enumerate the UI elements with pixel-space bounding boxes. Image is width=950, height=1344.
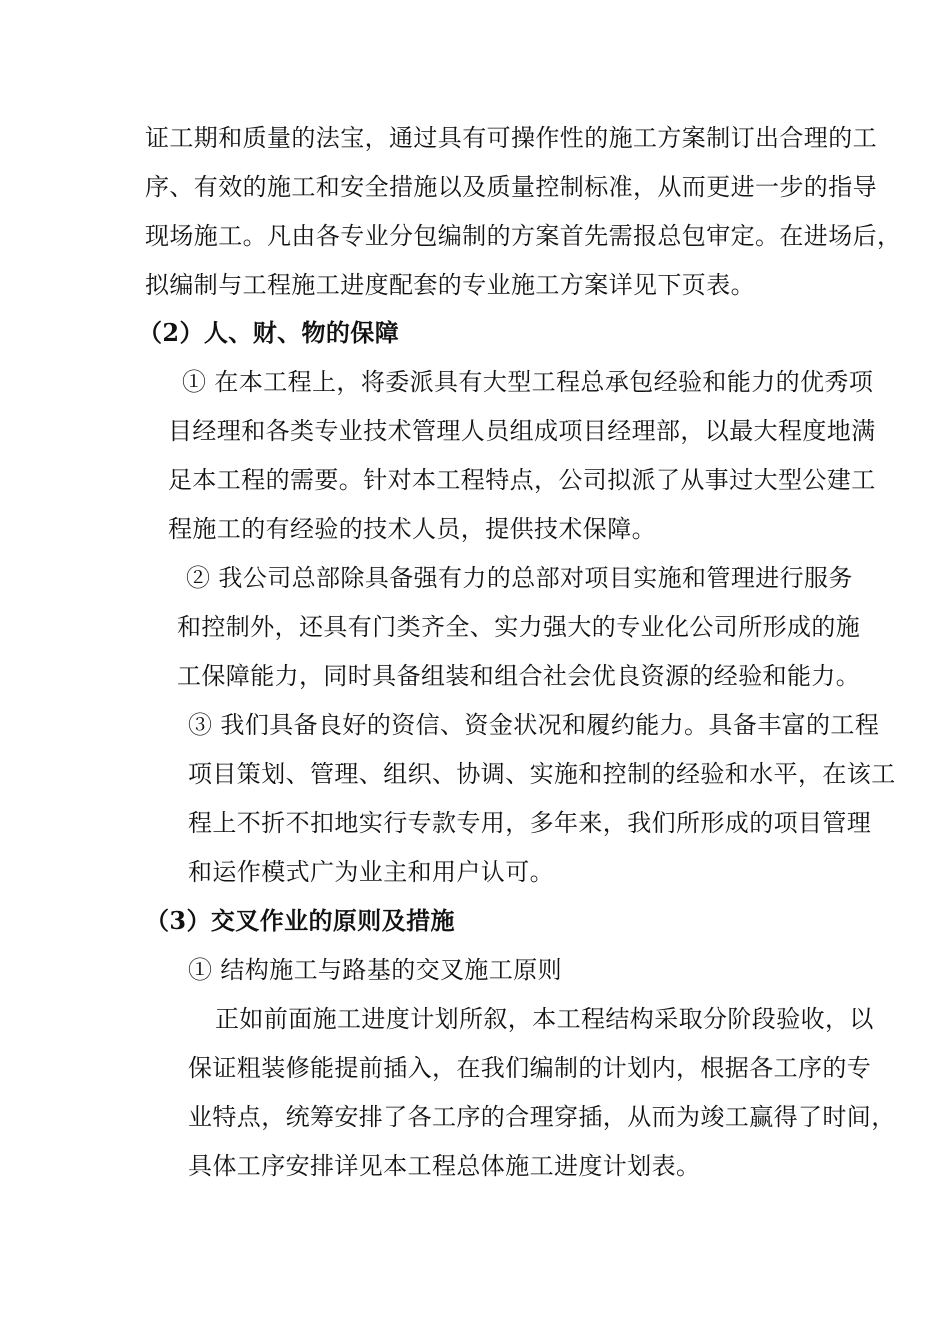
section-2-item-2-line-3: 工保障能力，同时具备组装和组合社会优良资源的经验和能力。 xyxy=(177,662,861,690)
section-3-heading: （3）交叉作业的原则及措施 xyxy=(145,906,455,935)
intro-line-3: 现场施工。凡由各专业分包编制的方案首先需报总包审定。在进场后， xyxy=(145,222,902,250)
section-3-paragraph-line-4: 具体工序安排详见本工程总体施工进度计划表。 xyxy=(188,1152,701,1180)
intro-line-4: 拟编制与工程施工进度配套的专业施工方案详见下页表。 xyxy=(145,271,755,299)
section-2-item-1-line-4: 程施工的有经验的技术人员，提供技术保障。 xyxy=(168,515,656,543)
section-2-item-1-line-1: ① 在本工程上，将委派具有大型工程总承包经验和能力的优秀项 xyxy=(182,368,874,396)
intro-line-1: 证工期和质量的法宝，通过具有可操作性的施工方案制订出合理的工 xyxy=(145,124,877,152)
section-3-paragraph-line-1: 正如前面施工进度计划所叙，本工程结构采取分阶段验收，以 xyxy=(215,1005,874,1033)
section-3-paragraph-line-2: 保证粗装修能提前插入，在我们编制的计划内，根据各工序的专 xyxy=(188,1054,872,1082)
section-2-item-3-line-2: 项目策划、管理、组织、协调、实施和控制的经验和水平，在该工 xyxy=(188,760,896,788)
section-2-item-2-line-1: ② 我公司总部除具备强有力的总部对项目实施和管理进行服务 xyxy=(186,564,853,592)
section-2-item-1-line-3: 足本工程的需要。针对本工程特点，公司拟派了从事过大型公建工 xyxy=(168,466,876,494)
section-2-item-3-line-3: 程上不折不扣地实行专款专用，多年来，我们所形成的项目管理 xyxy=(188,809,872,837)
section-3-subheading: ① 结构施工与路基的交叉施工原则 xyxy=(188,956,563,984)
section-2-heading: （2）人、财、物的保障 xyxy=(138,318,400,347)
section-2-item-3-line-1: ③ 我们具备良好的资信、资金状况和履约能力。具备丰富的工程 xyxy=(188,711,880,739)
section-3-paragraph-line-3: 业特点，统筹安排了各工序的合理穿插，从而为竣工赢得了时间， xyxy=(188,1103,896,1131)
section-2-item-2-line-2: 和控制外，还具有门类齐全、实力强大的专业化公司所形成的施 xyxy=(177,613,861,641)
section-2-item-3-line-4: 和运作模式广为业主和用户认可。 xyxy=(188,858,554,886)
intro-line-2: 序、有效的施工和安全措施以及质量控制标准，从而更进一步的指导 xyxy=(145,173,877,201)
section-2-item-1-line-2: 目经理和各类专业技术管理人员组成项目经理部，以最大程度地满 xyxy=(168,417,876,445)
